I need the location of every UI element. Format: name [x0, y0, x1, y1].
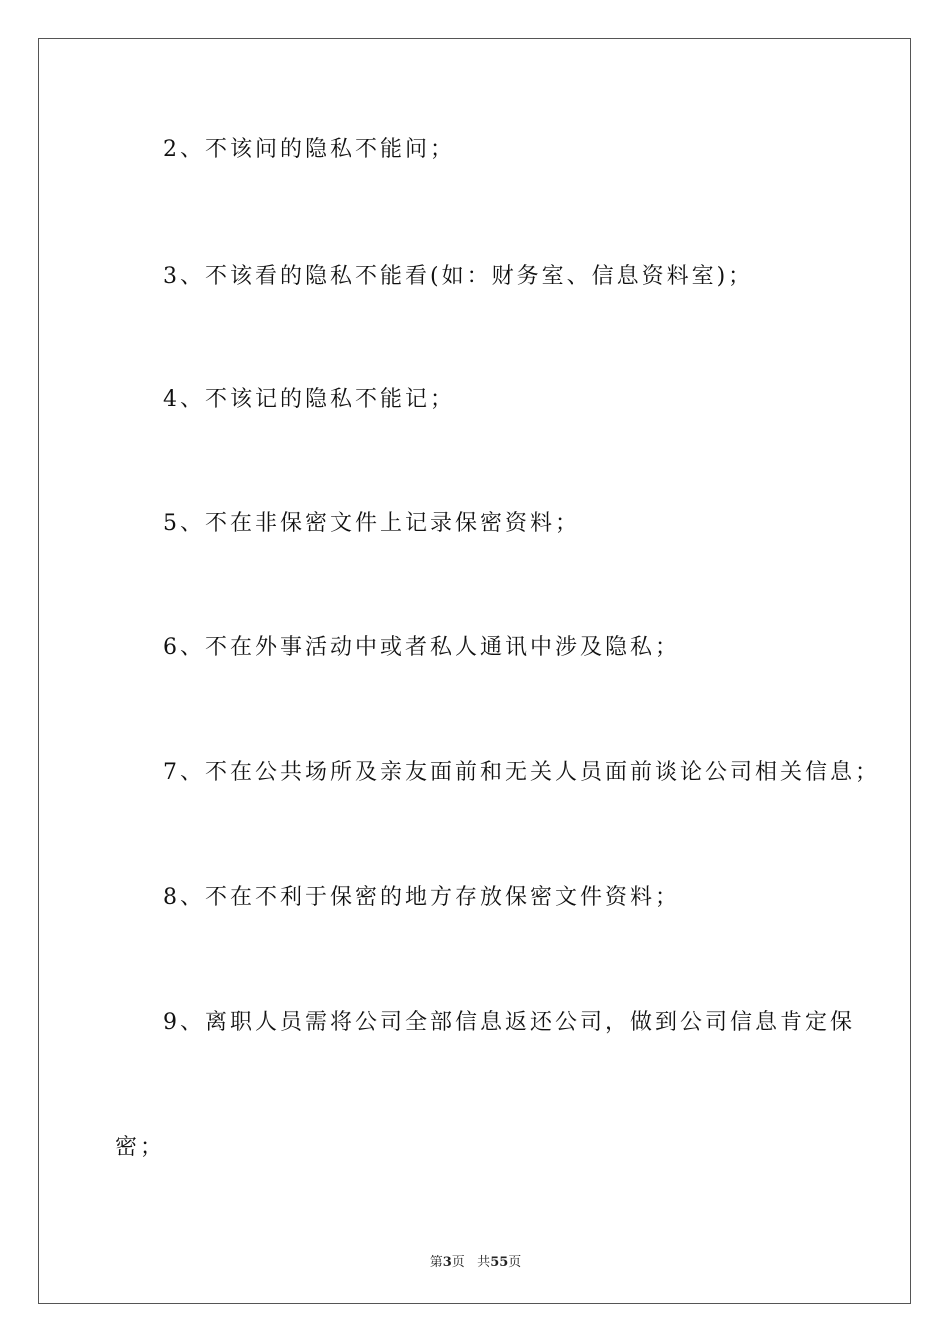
list-item: 2、不该问的隐私不能问；	[163, 137, 455, 162]
list-item: 8、不在不利于保密的地方存放保密文件资料；	[163, 885, 680, 910]
list-item: 4、不该记的隐私不能记；	[163, 387, 455, 412]
page-frame	[38, 38, 911, 1304]
list-item: 7、不在公共场所及亲友面前和无关人员面前谈论公司相关信息；	[163, 760, 880, 785]
list-item-continuation: 密；	[115, 1135, 166, 1160]
list-item: 9、离职人员需将公司全部信息返还公司，做到公司信息肯定保	[163, 1010, 855, 1035]
footer-page-unit: 页	[451, 1255, 465, 1270]
footer-page-prefix: 第	[429, 1255, 443, 1270]
page-footer	[39, 1251, 912, 1270]
list-item: 3、不该看的隐私不能看(如：财务室、信息资料室)；	[163, 264, 754, 289]
list-item: 5、不在非保密文件上记录保密资料；	[163, 511, 580, 536]
footer-total-prefix: 共	[477, 1255, 491, 1270]
footer-page-current: 3	[442, 1255, 452, 1270]
footer-total-unit: 页	[508, 1255, 522, 1270]
footer-page-total: 55	[490, 1255, 509, 1270]
list-item: 6、不在外事活动中或者私人通讯中涉及隐私；	[163, 635, 680, 660]
